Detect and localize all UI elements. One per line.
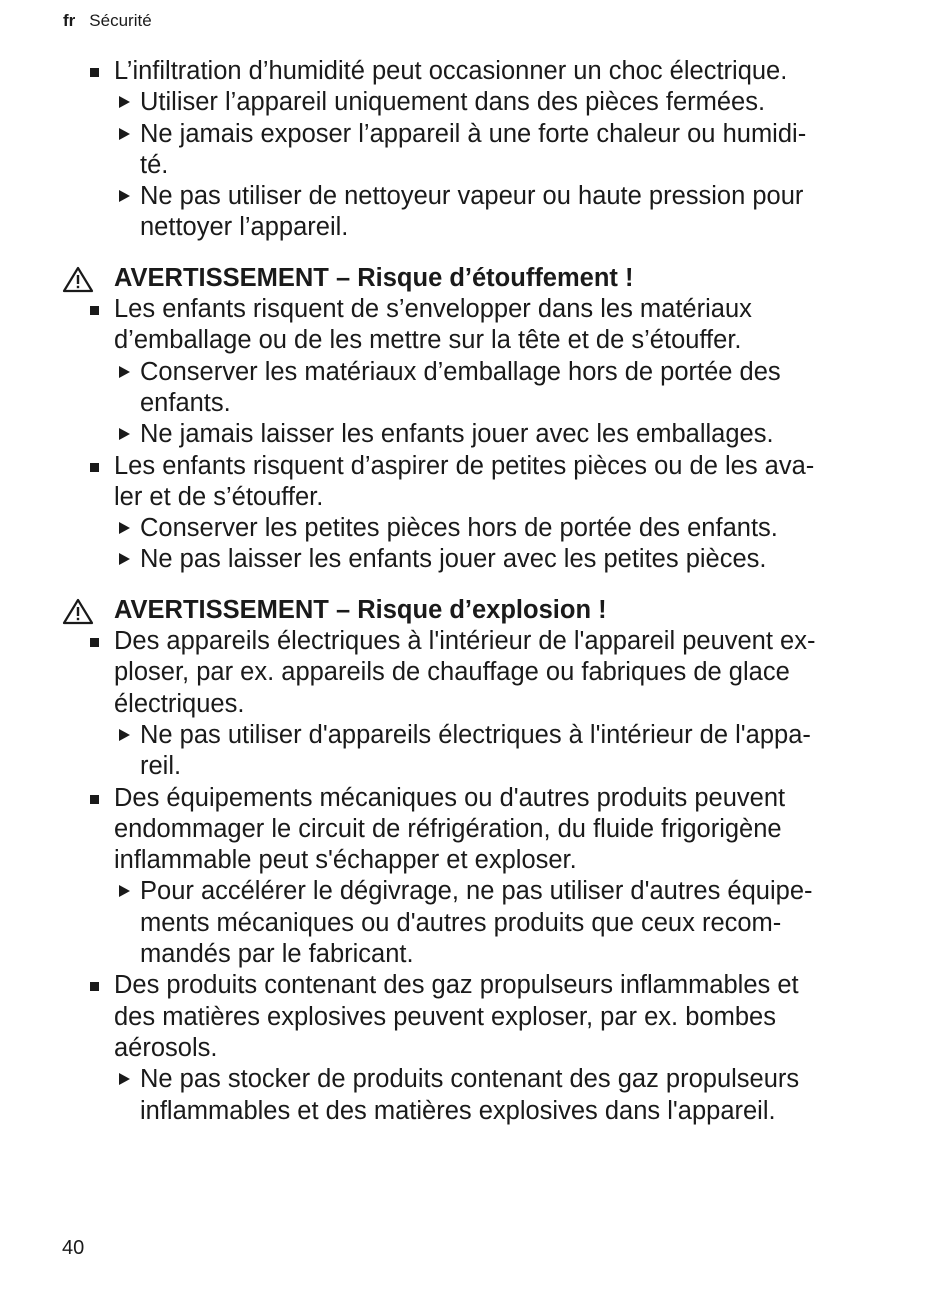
square-bullet-icon [90,638,99,647]
text-line: mandés par le fabricant. [140,940,414,969]
text-line: électriques. [114,689,245,718]
arrow-bullet-icon [119,96,130,108]
arrow-bullet-icon [119,428,130,440]
instruction-step [62,357,898,420]
arrow-bullet-icon [119,1073,130,1085]
text-line: reil. [140,752,182,781]
arrow-bullet-icon [119,366,130,378]
warning-title: AVERTISSEMENT – Risque d’étouffement ! [114,263,634,292]
text-line: Les enfants risquent de s’envelopper dans les matériaux [114,295,752,324]
text-line: d’emballage ou de les mettre sur la tête et de s’étouffer. [114,326,742,355]
text-line: Ne pas stocker de produits contenant des gaz propulseurs [140,1065,800,1094]
bullet-item [62,294,898,357]
square-bullet-icon [90,795,99,804]
instruction-step [62,181,898,244]
instruction-step [62,87,898,118]
bullet-item [62,56,898,87]
text-line: inflammable peut s'échapper et exploser. [114,846,577,875]
arrow-bullet-icon [119,522,130,534]
square-bullet-icon [90,982,99,991]
arrow-bullet-icon [119,885,130,897]
instruction-step [62,419,898,450]
section-title: Sécurité [89,11,152,30]
safety-content [62,56,898,1127]
instruction-step [62,876,898,970]
text-line: Utiliser l’appareil uniquement dans des pièces fermées. [140,88,766,117]
text-line: aérosols. [114,1033,218,1062]
warning-triangle-icon [62,598,94,625]
text-line: des matières explosives peuvent exploser, par ex. bombes [114,1002,776,1031]
bullet-item [62,970,898,1064]
bullet-item [62,451,898,514]
warning-title: AVERTISSEMENT – Risque d’explosion ! [114,595,607,624]
text-line: Des appareils électriques à l'intérieur de l'appareil peuvent ex- [114,627,816,656]
text-line: Ne pas utiliser d'appareils électriques à l'intérieur de l'appa- [140,720,811,749]
text-line: inflammables et des matières explosives dans l'appareil. [140,1096,776,1125]
instruction-step [62,513,898,544]
text-line: Conserver les petites pièces hors de portée des enfants. [140,514,778,543]
arrow-bullet-icon [119,128,130,140]
text-line: Des équipements mécaniques ou d'autres produits peuvent [114,783,786,812]
bullet-item [62,783,898,877]
text-line: Pour accélérer le dégivrage, ne pas utiliser d'autres équipe- [140,877,813,906]
arrow-bullet-icon [119,553,130,565]
instruction-step [62,119,898,182]
text-line: ploser, par ex. appareils de chauffage ou fabriques de glace [114,658,790,687]
text-line: Conserver les matériaux d’emballage hors de portée des [140,357,781,386]
instruction-step [62,1064,898,1127]
page-header [63,11,152,31]
text-line: L’infiltration d’humidité peut occasionner un choc électrique. [114,57,788,85]
instruction-step [62,544,898,575]
warning-triangle-icon [62,266,94,293]
text-line: enfants. [140,388,231,417]
text-line: Ne pas laisser les enfants jouer avec les petites pièces. [140,545,767,574]
square-bullet-icon [90,463,99,472]
text-line: Ne jamais exposer l’appareil à une forte chaleur ou humidi- [140,119,807,148]
text-line: té. [140,150,169,179]
page-number: 40 [62,1237,85,1259]
arrow-bullet-icon [119,190,130,202]
text-line: ments mécaniques ou d'autres produits que ceux recom- [140,908,782,937]
text-line: Ne pas utiliser de nettoyeur vapeur ou haute pression pour [140,182,804,211]
instruction-step [62,720,898,783]
square-bullet-icon [90,306,99,315]
warning-heading [62,263,898,294]
warning-heading [62,595,898,626]
bullet-item [62,626,898,720]
text-line: nettoyer l’appareil. [140,213,349,242]
arrow-bullet-icon [119,729,130,741]
language-code: fr [63,11,76,30]
text-line: Des produits contenant des gaz propulseurs inflammables et [114,971,799,1000]
text-line: Ne jamais laisser les enfants jouer avec les emballages. [140,420,774,449]
square-bullet-icon [90,68,99,77]
text-line: endommager le circuit de réfrigération, du fluide frigorigène [114,814,782,843]
text-line: Les enfants risquent d’aspirer de petites pièces ou de les ava- [114,451,815,480]
text-line: ler et de s’étouffer. [114,482,324,511]
